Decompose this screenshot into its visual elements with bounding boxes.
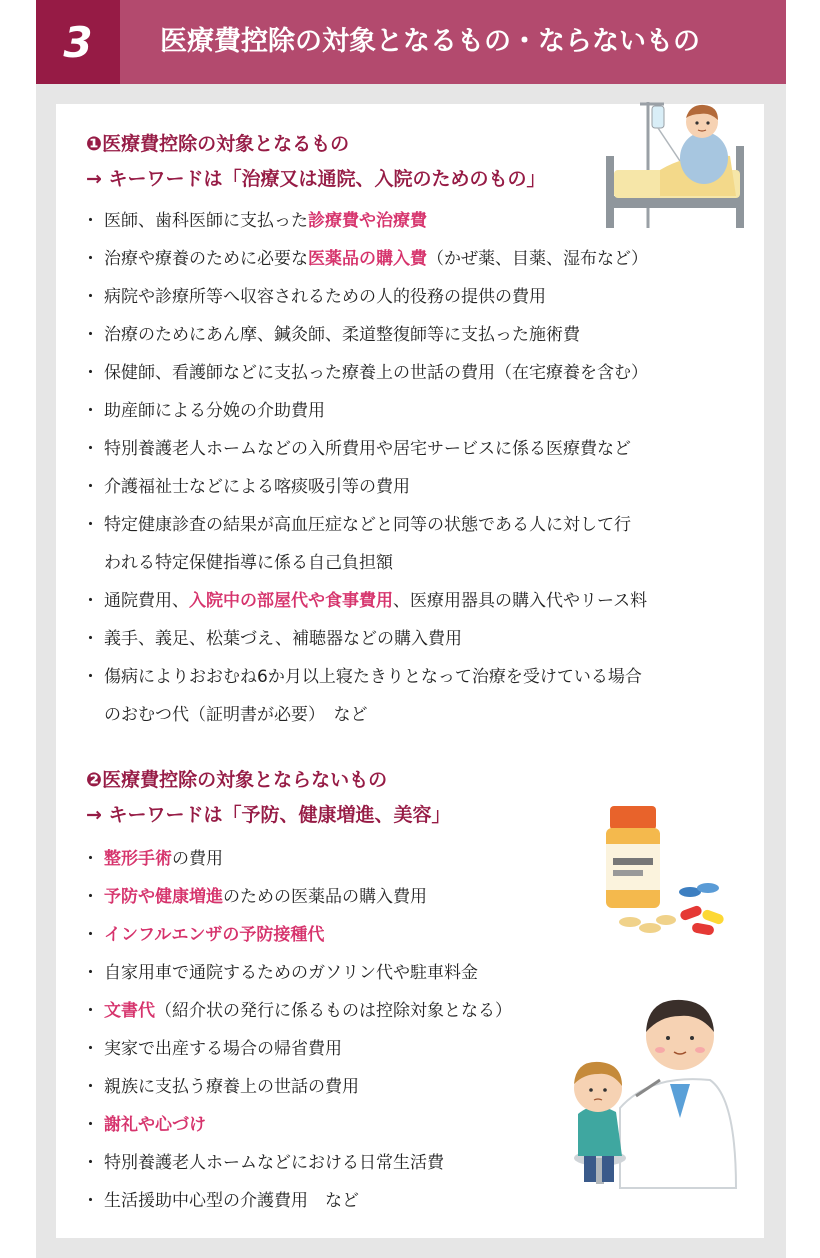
item-continuation: われる特定保健指導に係る自己負担額 [104, 553, 393, 573]
item-text: 助産師による分娩の介助費用 [104, 401, 325, 421]
item-text: 傷病によりおおむね6か月以上寝たきりとなって治療を受けている場合 [104, 667, 642, 687]
item-text: （紹介状の発行に係るものは控除対象となる） [155, 1001, 512, 1021]
list-item [86, 620, 746, 658]
list-item [86, 468, 746, 506]
highlight-text: 整形手術 [104, 849, 172, 869]
item-continuation: のおむつ代（証明書が必要） など [104, 705, 368, 725]
item-text: 義手、義足、松葉づえ、補聴器などの購入費用 [104, 629, 463, 649]
hospital-bed-illustration [600, 96, 750, 232]
item-text: （かぜ薬、目薬、湿布など） [427, 249, 648, 269]
section1-heading: ❶医療費控除の対象となるもの [86, 133, 350, 155]
highlight-text: 医薬品の購入費 [308, 249, 427, 269]
item-text: 特別養護老人ホームなどの入所費用や居宅サービスに係る医療費など [104, 439, 631, 459]
list-item [86, 240, 746, 278]
list-item [86, 278, 746, 316]
item-text: 介護福祉士などによる喀痰吸引等の費用 [104, 477, 410, 497]
page-title: 医療費控除の対象となるもの・ならないもの [160, 26, 700, 57]
highlight-text: インフルエンザの予防接種代 [104, 925, 325, 945]
item-text: 通院費用、 [104, 591, 189, 611]
item-text: 保健師、看護師などに支払った療養上の世話の費用（在宅療養を含む） [104, 363, 648, 383]
list-item [86, 582, 746, 620]
highlight-text: 文書代 [104, 1001, 155, 1021]
item-text: 特別養護老人ホームなどにおける日常生活費 [104, 1153, 444, 1173]
item-text: 実家で出産する場合の帰省費用 [104, 1039, 342, 1059]
item-text: 医師、歯科医師に支払った [104, 211, 308, 231]
medicine-illustration [600, 800, 732, 940]
doctor-child-illustration [560, 988, 756, 1192]
item-text: 特定健康診査の結果が高血圧症などと同等の状態である人に対して行 [104, 515, 631, 535]
section1-list [86, 202, 746, 734]
highlight-text: 謝礼や心づけ [104, 1115, 206, 1135]
section2-keyword: → キーワードは「予防、健康増進、美容」 [86, 804, 451, 826]
item-text: 親族に支払う療養上の世話の費用 [104, 1077, 359, 1097]
section1-keyword: → キーワードは「治療又は通院、入院のためのもの」 [86, 168, 546, 190]
item-text: 、医療用器具の購入代やリース料 [393, 591, 648, 611]
section-number-box [36, 0, 120, 84]
section2-heading: ❷医療費控除の対象とならないもの [86, 769, 388, 791]
item-text: 治療や療養のために必要な [104, 249, 308, 269]
list-item [86, 658, 746, 734]
item-text: のための医薬品の購入費用 [223, 887, 427, 907]
highlight-text: 診療費や治療費 [308, 211, 427, 231]
item-text: 治療のためにあん摩、鍼灸師、柔道整復師等に支払った施術費 [104, 325, 580, 345]
item-text: 病院や診療所等へ収容されるための人的役務の提供の費用 [104, 287, 546, 307]
list-item [86, 392, 746, 430]
item-text: 自家用車で通院するためのガソリン代や駐車料金 [104, 963, 478, 983]
section-number: 3 [63, 17, 93, 67]
list-item [86, 354, 746, 392]
item-text: 生活援助中心型の介護費用 など [104, 1191, 359, 1211]
item-text: の費用 [172, 849, 223, 869]
highlight-text: 入院中の部屋代や食事費用 [189, 591, 393, 611]
list-item [86, 954, 746, 992]
highlight-text: 予防や健康増進 [104, 887, 223, 907]
list-item [86, 316, 746, 354]
list-item [86, 430, 746, 468]
list-item [86, 506, 746, 582]
